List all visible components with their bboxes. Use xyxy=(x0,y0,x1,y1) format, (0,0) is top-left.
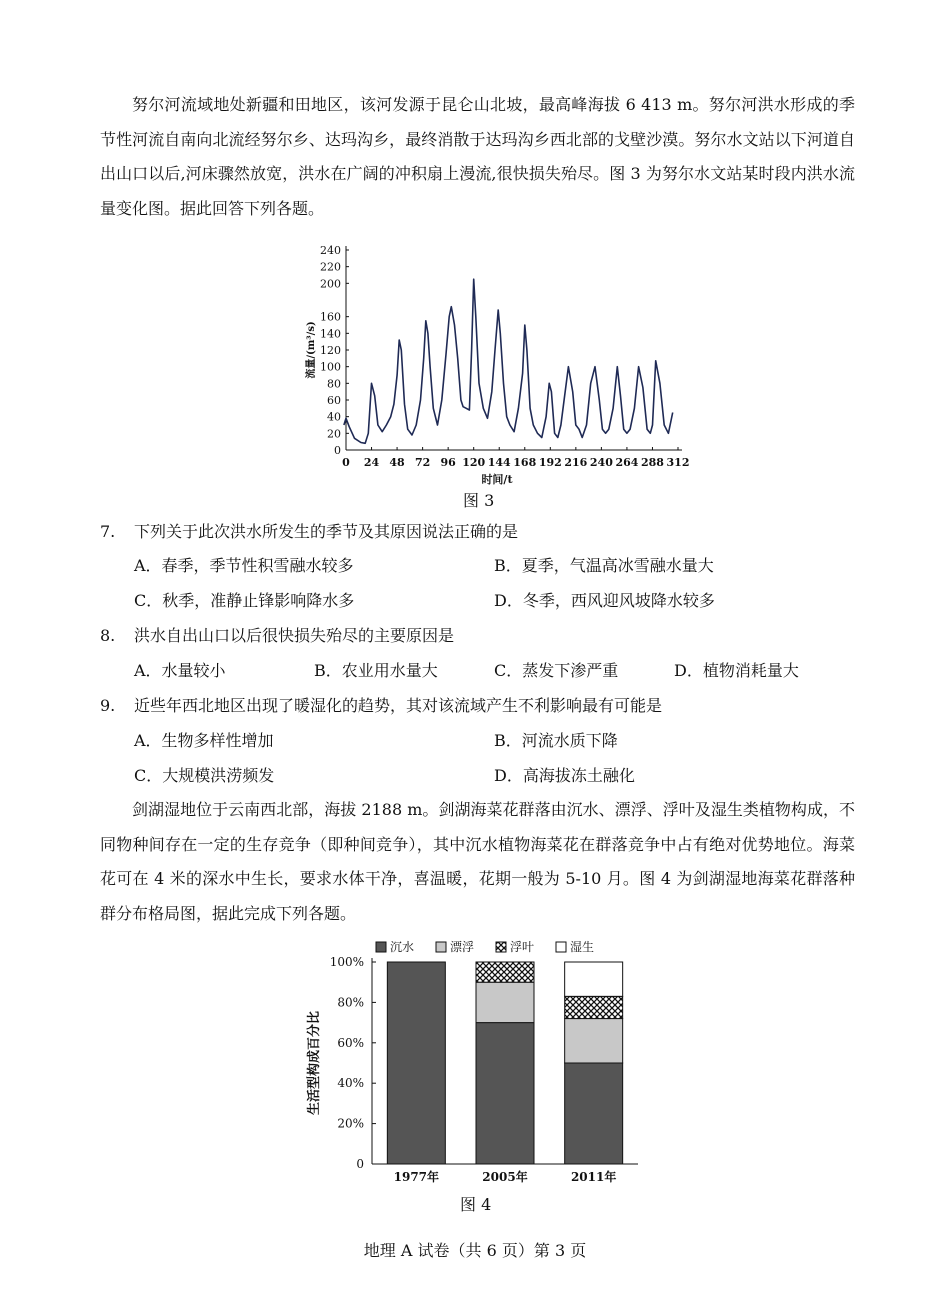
x-tick-label: 96 xyxy=(440,456,456,469)
y-tick-label: 60% xyxy=(337,1035,364,1050)
x-tick-label: 0 xyxy=(342,456,350,469)
x-tick-label: 72 xyxy=(414,456,431,469)
legend-label-湿生: 湿生 xyxy=(570,940,595,954)
x-tick-label: 288 xyxy=(640,456,664,469)
x-tick-label: 48 xyxy=(389,456,405,469)
y-tick-label: 40% xyxy=(337,1076,364,1091)
q9-option-d: D．高海拔冻土融化 xyxy=(494,766,635,785)
bar-segment-2005年-漂浮 xyxy=(476,982,534,1022)
q7-option-c: C．秋季，准静止锋影响降水多 xyxy=(134,591,355,610)
x-tick-label: 240 xyxy=(589,456,613,469)
bar-segment-2005年-沉水 xyxy=(476,1023,534,1164)
question-9 xyxy=(100,696,662,716)
legend-label-浮叶: 浮叶 xyxy=(510,940,535,954)
x-tick-label: 1977年 xyxy=(393,1170,440,1184)
y-tick-label: 40 xyxy=(327,410,341,424)
bar-segment-2011年-浮叶 xyxy=(565,996,623,1018)
y-axis-label: 流量/(m³/s) xyxy=(306,321,317,379)
x-tick-label: 168 xyxy=(513,456,537,469)
y-tick-label: 100 xyxy=(320,360,341,374)
bar-segment-2011年-沉水 xyxy=(565,1063,623,1164)
bar-segment-2011年-漂浮 xyxy=(565,1019,623,1063)
question-7-stem: 下列关于此次洪水所发生的季节及其原因说法正确的是 xyxy=(134,522,519,541)
q7-option-a: A．春季，季节性积雪融水较多 xyxy=(134,556,354,575)
question-9-stem: 近些年西北地区出现了暖湿化的趋势，其对该流域产生不利影响最有可能是 xyxy=(134,696,663,715)
legend-swatch-漂浮 xyxy=(436,942,446,952)
y-tick-label: 80 xyxy=(327,377,341,391)
passage-2: 剑湖湿地位于云南西北部，海拔 2188 m。剑湖海菜花群落由沉水、漂浮、浮叶及湿生类植物构成，不同物种间存在一定的生存竞争（即种间竞争），其中沉水植物海菜花在群落竞争中占有绝对优势地位。海菜花可在 4 米的深水中生长，要求水体干净，喜温暖，花期一般为 5-10 月。图 4 为剑湖湿地海菜花群落种群分布格局图，据此完成下列各题。 xyxy=(100,800,855,923)
y-tick-label: 0 xyxy=(356,1157,364,1171)
flow-series-line xyxy=(344,279,673,443)
passage-1: 努尔河流域地处新疆和田地区，该河发源于昆仑山北坡，最高峰海拔 6 413 m。努尔河洪水形成的季节性河流自南向北流经努尔乡、达玛沟乡，最终消散于达玛沟乡西北部的戈壁沙漠。努尔水文站以下河道自出山口以后,河床骤然放宽，洪水在广阔的冲积扇上漫流,很快损失殆尽。图 3 为努尔水文站某时段内洪水流量变化图。据此回答下列各题。 xyxy=(100,95,855,218)
x-axis-label: 时间/t xyxy=(481,473,513,486)
y-tick-label: 240 xyxy=(320,244,341,257)
legend-swatch-沉水 xyxy=(376,942,386,952)
page-footer: 地理 A 试卷（共 6 页）第 3 页 xyxy=(363,1241,587,1260)
question-8-number: 8. xyxy=(100,626,116,645)
legend-swatch-浮叶 xyxy=(496,942,506,952)
x-tick-label: 216 xyxy=(564,456,588,469)
question-7 xyxy=(100,522,518,542)
q8-option-c: C．蒸发下渗严重 xyxy=(494,661,619,680)
y-tick-label: 0 xyxy=(334,444,341,457)
y-tick-label: 20 xyxy=(327,427,341,441)
x-tick-label: 2005年 xyxy=(482,1170,528,1184)
y-tick-label: 100% xyxy=(329,955,364,969)
x-tick-label: 2011年 xyxy=(570,1170,617,1184)
q8-option-a: A．水量较小 xyxy=(134,661,226,680)
x-tick-label: 264 xyxy=(615,456,639,469)
q8-option-d: D．植物消耗量大 xyxy=(674,661,799,680)
bar-segment-1977年-沉水 xyxy=(387,962,445,1164)
question-8-stem: 洪水自出山口以后很快损失殆尽的主要原因是 xyxy=(134,626,455,645)
q7-option-b: B．夏季，气温高冰雪融水量大 xyxy=(494,556,714,575)
x-tick-label: 144 xyxy=(487,456,511,469)
x-tick-label: 192 xyxy=(538,456,562,469)
q9-option-a: A．生物多样性增加 xyxy=(134,731,274,750)
question-8 xyxy=(100,626,454,646)
x-tick-label: 24 xyxy=(363,456,380,469)
y-axis-label: 生活型构成百分比 xyxy=(307,1010,322,1116)
bar-segment-2011年-湿生 xyxy=(565,962,623,996)
bar-segment-2005年-浮叶 xyxy=(476,962,534,982)
y-tick-label: 60 xyxy=(327,394,341,407)
y-tick-label: 160 xyxy=(320,310,341,324)
legend-swatch-湿生 xyxy=(556,942,566,952)
q8-option-b: B．农业用水量大 xyxy=(314,661,438,680)
q9-option-c: C．大规模洪涝频发 xyxy=(134,766,275,785)
x-tick-label: 312 xyxy=(666,456,690,469)
question-9-number: 9. xyxy=(100,696,116,715)
y-tick-label: 140 xyxy=(320,327,341,341)
life-form-stacked-bar-chart xyxy=(300,936,650,1192)
q9-option-b: B．河流水质下降 xyxy=(494,731,618,750)
legend-label-沉水: 沉水 xyxy=(390,940,415,954)
legend-label-漂浮: 漂浮 xyxy=(450,940,475,954)
y-tick-label: 120 xyxy=(320,344,341,357)
figure-4-caption: 图 4 xyxy=(460,1195,492,1214)
x-tick-label: 120 xyxy=(462,456,486,469)
question-7-number: 7. xyxy=(100,522,116,541)
flow-line-chart xyxy=(300,238,700,486)
y-tick-label: 80% xyxy=(337,995,364,1010)
figure-3-caption: 图 3 xyxy=(463,491,495,510)
y-tick-label: 200 xyxy=(320,277,341,291)
q7-option-d: D．冬季，西风迎风坡降水较多 xyxy=(494,591,715,610)
y-tick-label: 220 xyxy=(320,260,341,274)
y-tick-label: 20% xyxy=(337,1116,364,1131)
